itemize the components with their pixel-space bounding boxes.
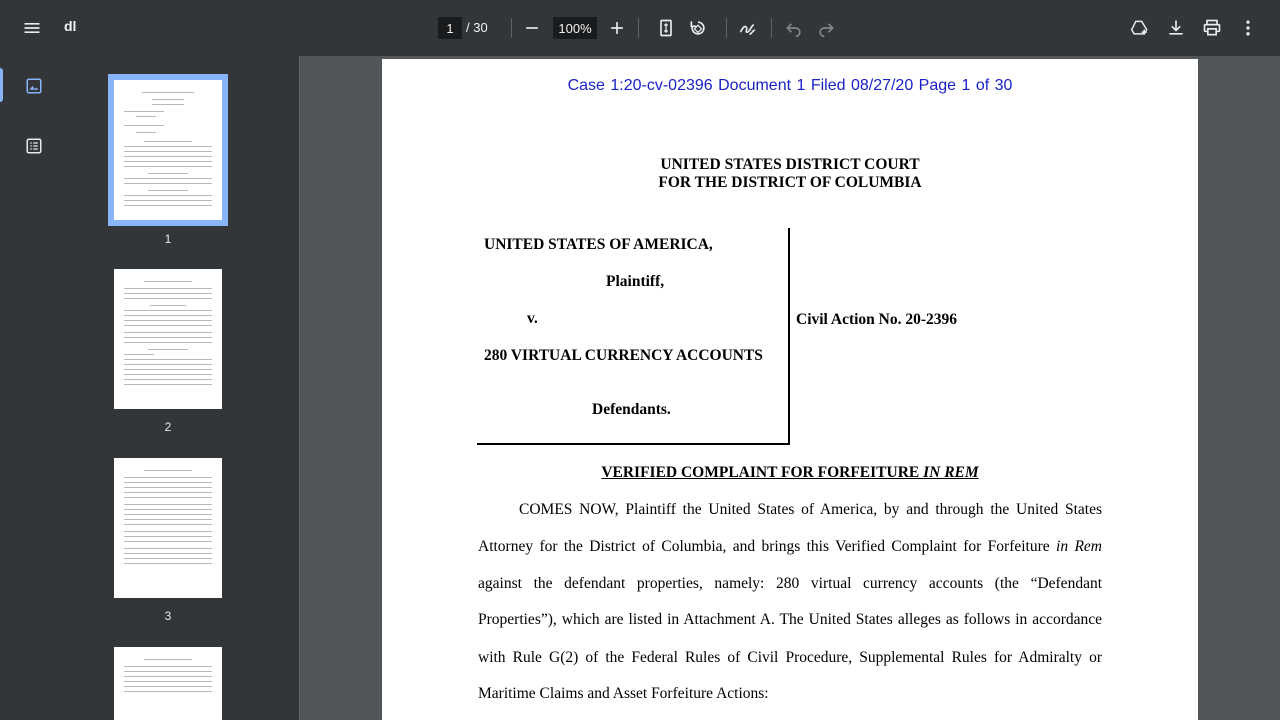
body-line-2-italic: in Rem — [1056, 538, 1103, 555]
thumbnail-label: 3 — [164, 609, 172, 623]
undo-icon — [784, 18, 804, 38]
sidebar-rail — [0, 56, 66, 720]
active-indicator — [0, 68, 3, 102]
thumbnail-sidebar — [0, 56, 300, 720]
zoom-input[interactable] — [553, 17, 597, 39]
toolbar-divider — [771, 18, 772, 38]
print-button[interactable] — [1196, 12, 1228, 44]
body-line-6: Maritime Claims and Asset Forfeiture Actions: — [478, 685, 769, 702]
thumbnail-label: 1 — [164, 232, 172, 246]
more-options-button[interactable] — [1232, 12, 1264, 44]
pdf-toolbar — [0, 0, 1280, 56]
redo-button[interactable] — [810, 12, 842, 44]
court-line-1: UNITED STATES DISTRICT COURT — [660, 156, 920, 173]
save-to-drive-button[interactable] — [1124, 12, 1156, 44]
outline-view-button[interactable] — [18, 130, 50, 162]
page-thumbnail-4[interactable] — [114, 647, 222, 720]
toolbar-divider — [726, 18, 727, 38]
court-line-2: FOR THE DISTRICT OF COLUMBIA — [658, 174, 922, 191]
zoom-out-button[interactable] — [516, 12, 548, 44]
thumbnail-preview — [124, 470, 212, 568]
plus-icon — [607, 18, 627, 38]
body-line-1: COMES NOW, Plaintiff the United States of America, by and through the United States — [519, 501, 1102, 518]
undo-button[interactable] — [778, 12, 810, 44]
defendant-role: Defendants. — [592, 401, 671, 418]
body-line-2 — [478, 538, 1102, 556]
rotate-icon — [688, 18, 708, 38]
thumbnails-view-button[interactable] — [18, 70, 50, 102]
body-line-5: with Rule G(2) of the Federal Rules of Civil Procedure, Supplemental Rules for Admiralty or — [478, 649, 1102, 666]
plaintiff-name: UNITED STATES OF AMERICA, — [484, 236, 713, 253]
complaint-title-text: VERIFIED COMPLAINT FOR FORFEITURE — [601, 464, 924, 481]
fit-page-button[interactable] — [650, 12, 682, 44]
thumbnail-preview — [124, 92, 212, 210]
thumbnail-preview — [124, 281, 212, 389]
defendant-name: 280 VIRTUAL CURRENCY ACCOUNTS — [484, 347, 763, 364]
court-heading — [382, 156, 1198, 192]
redo-icon — [816, 18, 836, 38]
case-caption-box — [477, 228, 790, 445]
toolbar-divider — [638, 18, 639, 38]
plaintiff-role: Plaintiff, — [606, 273, 665, 290]
versus-label: v. — [527, 310, 538, 327]
drive-add-icon — [1130, 18, 1150, 38]
thumbnail-label: 2 — [164, 420, 172, 434]
download-icon — [1166, 18, 1186, 38]
page-number-input[interactable] — [438, 17, 462, 39]
document-viewer[interactable] — [301, 56, 1280, 720]
image-icon — [25, 77, 43, 95]
court-filing-stamp: Case 1:20-cv-02396 Document 1 Filed 08/27/20 Page 1 of 30 — [567, 77, 1013, 94]
list-icon — [25, 137, 43, 155]
zoom-in-button[interactable] — [601, 12, 633, 44]
menu-icon[interactable] — [16, 12, 48, 44]
complaint-title — [382, 464, 1198, 482]
more-vert-icon — [1238, 18, 1258, 38]
page-thumbnail-2[interactable] — [114, 269, 222, 409]
page-thumbnail-3[interactable] — [114, 458, 222, 598]
body-line-2-text: Attorney for the District of Columbia, and brings this Verified Complaint for Forfeiture — [478, 538, 1050, 555]
page-total: / 30 — [466, 20, 488, 35]
thumbnail-preview — [124, 659, 212, 696]
minus-icon — [522, 18, 542, 38]
complaint-title-italic: IN REM — [923, 464, 979, 481]
download-button[interactable] — [1160, 12, 1192, 44]
print-icon — [1202, 18, 1222, 38]
annotate-button[interactable] — [732, 12, 764, 44]
page-thumbnail-1[interactable] — [114, 80, 222, 220]
civil-action-number: Civil Action No. 20-2396 — [796, 311, 958, 328]
body-line-4: Properties”), which are listed in Attachment A. The United States alleges as follows in accordance — [478, 611, 1102, 628]
rotate-button[interactable] — [682, 12, 714, 44]
draw-icon — [738, 18, 758, 38]
toolbar-divider — [511, 18, 512, 38]
fit-page-icon — [656, 18, 676, 38]
pdf-page-1 — [382, 59, 1198, 720]
document-title: dl — [64, 18, 77, 34]
body-line-3: against the defendant properties, namely: 280 virtual currency accounts (the “Defendant — [478, 575, 1102, 592]
